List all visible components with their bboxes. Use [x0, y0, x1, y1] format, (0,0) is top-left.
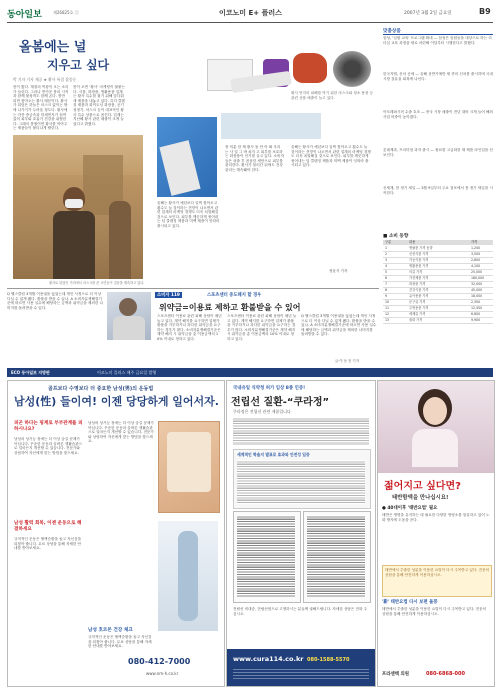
- price-table-cell: 8: [385, 288, 388, 292]
- med-ad-clipping-1: [233, 511, 301, 603]
- top-divider: [7, 288, 379, 289]
- med-ad-phone[interactable]: 080-1588-5570: [307, 657, 350, 663]
- health-ad[interactable]: [7, 380, 225, 687]
- feature-headline-line2: 지우고 싶다: [47, 58, 110, 72]
- health-ad-product-box: [158, 421, 220, 513]
- price-table-cell: 생필품 가격 동향: [409, 246, 433, 250]
- price-table-cell: 13: [385, 318, 390, 322]
- health-ad-phone[interactable]: 080-412-7000: [128, 657, 191, 666]
- feature-reporter-line: 박 기자 기사 제공 ★ 황사 특집 잡종동: [13, 77, 77, 82]
- person-with-mask: [49, 187, 99, 279]
- blue-product-photo: [157, 117, 217, 197]
- med-ad-box-text: 세계적인 학술지 발표로 효과와 안전성 입증: [237, 452, 310, 457]
- price-table-row: [383, 318, 493, 324]
- street-photo-caption: 황사로 뒤덮인 거리에서 마스크를 쓴 시민들이 걸음을 재촉하고 있다.: [49, 281, 145, 285]
- med-ad-chart-box: [233, 449, 371, 509]
- feature-body-a2: 봄이 오면 ‘황사’ 마케팅이 불붙는다. 식품, 화장품, 생활용품 업계는 황사 특수를 잡기 위해 앞다퉈 새 제품을 내놓고 있다. 특히 클렌징 제품과 화이트닝 화장품, 공기청정기, 마스크 등이 대표적인 황사 특수 상품으로 꼽힌다. 업계는 지난해 황사 관련 매출이 크게 늘었다고 밝혔다.: [73, 85, 125, 126]
- ad-banner-strip[interactable]: [7, 368, 493, 377]
- consumer-qa: Q 헬스클럽 3개월 이용권을 끊었는데 개인 사정으로 더 이상 다닐 수 없게 됐다. 환불을 받을 수 있나. A 소비자분쟁해결기준에 따르면 사용 일수에 해당하는 금액과 위약금을 제외한 나머지를 돌려받을 수 있다.: [7, 292, 103, 310]
- price-table-cell: 5: [385, 270, 388, 274]
- price-table-cell: 9: [385, 294, 388, 298]
- price-table-cell: 7: [385, 282, 388, 286]
- health-ad-body-1: 남성의 성기능 장애는 더 이상 숨길 문제가 아닙니다. 꾸준한 운동과 올바른 생활습관으로 얼마든지 개선할 수 있습니다. 전문가와 상담하여 자신에게 맞는 방법을 찾으세요.: [14, 437, 83, 455]
- news-brief-item-5: 신세계, 봄 정기 세일 — 3월 9일부터 주요 점포에서 봄 정기 세일을 시작한다.: [383, 186, 493, 195]
- price-table-cell: 신선식품 가격: [409, 252, 429, 256]
- price-table-cell: 문구류 가격: [409, 300, 426, 304]
- health-ad-body-2: 규칙적인 운동은 혈액순환을 돕고 자신감을 되찾아 줍니다. 무료 상담을 통해 자세한 안내를 받아보세요.: [14, 537, 82, 551]
- health-ad-sub3: 남성 호르몬 건강 체크: [88, 628, 133, 633]
- price-table-cell: 의류 가격: [409, 270, 423, 274]
- yellow-dust-street-photo: [13, 135, 143, 279]
- ad-banner-label: ECO 동아일보 지방판: [11, 370, 50, 375]
- price-table-cell: 45,000: [471, 288, 483, 292]
- price-table-cell: 생활용품 가격: [409, 264, 429, 268]
- consumer-article: [7, 290, 379, 366]
- robot-cleaner-product: [333, 51, 371, 87]
- price-table-cell: 12,500: [471, 306, 483, 310]
- price-table-cell: 1,200: [471, 246, 481, 250]
- price-table-cell: 4,100: [471, 264, 481, 268]
- section-title: 이코노미 E+ 플러스: [219, 9, 282, 17]
- med-ad-body-block: [233, 417, 369, 445]
- price-table-cell: 180,000: [471, 276, 485, 280]
- consumer-byline: 글·이 동 천 기자: [335, 359, 359, 363]
- health-ad-body-3: 남성의 성기능 장애는 더 이상 숨길 문제가 아닙니다. 꾸준한 운동과 올바른 생활습관으로 얼마든지 개선할 수 있습니다. 전문가와 상담하여 자신에게 맞는 방법을 찾으세요.: [88, 421, 154, 444]
- consumer-body-3: Q 헬스클럽 3개월 이용권을 끊었는데 개인 사정으로 더 이상 다닐 수 없게 됐다. 환불을 받을 수 있나. A 소비자분쟁해결기준에 따르면 사용 일수에 해당하는 금액과 위약금을 제외한 나머지를 돌려받을 수 있다.: [301, 314, 377, 337]
- feature-body-c: 올해는 황사가 예년보다 일찍 찾아오고 횟수도 늘 것이라는 전망이 나오면서 관련 업계의 마케팅 경쟁도 더욱 치열해질 것으로 보인다. 피부를 깨끗하게 씻어내는 딥 클렌징 제품과 미백 제품이 잇따라 출시되고 있다.: [157, 201, 220, 228]
- woman-portrait: [412, 389, 458, 467]
- consumer-headline: 위약금=이용료 제하고 환불받을 수 있어: [159, 302, 301, 312]
- med-ad-top: 국내유일 식약청 허가 임상 8종 인증!: [233, 386, 306, 391]
- photo-caption-top: 황사 먼지의 피해를 막기 위한 마스크와 청소 용품 등 관련 상품 매출이 늘고 있다.: [291, 91, 374, 100]
- price-table-header-col2: 내용: [409, 240, 416, 244]
- price-table-cell: 25,000: [471, 270, 483, 274]
- news-brief-item-2: 한국지엠, 신차 공세 — 올해 상반기에만 세 종의 신차를 출시하며 국내 시장 점유율 회복에 나선다.: [383, 72, 493, 81]
- price-table-cell: 9,900: [471, 318, 481, 322]
- edition-number: 제26825호 ㊂: [53, 10, 79, 15]
- med-ad-sub: 쿠라정은 전립선 관련 제품입니다: [233, 409, 291, 414]
- price-table-cell: 유아용품 가격: [409, 294, 429, 298]
- news-brief-item-3: 아모레퍼시픽 수출 호조 — 중국 시장 매출이 전년 대비 크게 늘어 해외 사업 비중이 높아졌다.: [383, 110, 493, 119]
- young-ad[interactable]: [377, 380, 495, 687]
- med-ad[interactable]: [226, 380, 376, 687]
- young-ad-sec2: '新' 태반요법 다시 보편 돌풍: [382, 600, 438, 605]
- young-ad-sec1: ● 40대이후 '태반요법' 필요: [382, 506, 438, 511]
- consumer-headline-tag: 스포츠센터 중도해지 할 경우: [207, 293, 262, 298]
- price-table-cell: 3,500: [471, 252, 481, 256]
- feature-article: [7, 25, 379, 285]
- news-brief-title: 맞춤상품: [383, 28, 493, 35]
- young-ad-highlight: [382, 565, 492, 597]
- consumer-tag: 소비자 119: [157, 293, 180, 298]
- price-table-cell: 32,000: [471, 282, 483, 286]
- consumer-body-2: 스포츠센터 이용료 관련 피해 상담이 매년 늘고 있다. 계약 해지를 요구하면 업체가 환불을 거부하거나 과다한 위약금을 요구하는 경우가 많다. 소비자분쟁해결기준은 계약 해지 시 위약금을 총 이용금액의 10% 이내로 정하고 있다.: [227, 314, 297, 341]
- health-ad-sub1: 피곤 하다는 핑계로 부부관계를 피하시나요?: [14, 421, 83, 432]
- ad-banner-text: 이코노미 플러스 매주 금요일 발행: [97, 370, 157, 375]
- health-ad-web[interactable]: www.nm-h.co.kr: [146, 671, 179, 676]
- city-haze: [13, 135, 143, 175]
- price-table-cell: 화장품 가격: [409, 282, 426, 286]
- med-ad-title: 전립선 질환-“쿠라정”: [231, 397, 330, 408]
- feature-byline: 정윤식 기자: [329, 269, 348, 273]
- price-table-cell: 주방용품 가격: [409, 306, 429, 310]
- price-table-cell: 11: [385, 306, 390, 310]
- person-background: [109, 201, 131, 279]
- feature-body-d: 장 미분 한 제 황사 돌 안 아 봐 우리 는 사 얼 그 바 쳐지 고 피부를 보호하는 화장품이 인기를 끌고 있다. 소비자들은 외출 후 꼼꼼한 세안으로 피부를 관리한다. 황사가 물러간 뒤에도 건강 관리는 계속돼야 한다.: [225, 145, 284, 172]
- health-ad-body-4: 규칙적인 운동은 혈액순환을 돕고 자신감을 되찾아 줍니다. 무료 상담을 통해 자세한 안내를 받아보세요.: [88, 635, 152, 649]
- page-number: B9: [479, 7, 491, 16]
- price-table-cell: 6,800: [471, 312, 481, 316]
- vacuum-product: [293, 53, 327, 83]
- med-ad-body: 전립선 비대증, 전립선염으로 고생하시는 분들께 권해드립니다. 자세한 상담은 전화 주십시오.: [233, 607, 368, 616]
- price-table-cell: 2,300: [471, 300, 481, 304]
- issue-date: 2007년 3월 2일 금요일: [404, 11, 452, 16]
- news-brief-item-4: 롯데제과, 프리미엄 과자 출시 — 원료를 고급화한 새 제품 라인업을 선보인다.: [383, 148, 493, 157]
- med-ad-web[interactable]: www.cura114.co.kr: [233, 655, 304, 663]
- consumer-body-1: 스포츠센터 이용료 관련 피해 상담이 매년 늘고 있다. 계약 해지를 요구하면 업체가 환불을 거부하거나 과다한 위약금을 요구하는 경우가 많다. 소비자분쟁해결기준은 계약 해지 시 위약금을 총 이용금액의 10% 이내로 정하고 있다.: [157, 314, 222, 341]
- newspaper-logo: 동아일보: [7, 10, 42, 20]
- med-ad-footer: [227, 649, 375, 686]
- news-brief-column: [383, 28, 493, 230]
- price-table-header-col3: 가격: [471, 240, 478, 244]
- price-table-cell: 18,000: [471, 294, 483, 298]
- masthead: [7, 6, 493, 23]
- health-ad-headline-small: 골프보다 수영보다 더 중요한 남성(男)의 운동법: [48, 386, 154, 392]
- young-ad-title: 젊어지고 싶다면?: [384, 481, 461, 492]
- young-ad-image: [378, 381, 494, 473]
- price-table-cell: 3: [385, 258, 388, 262]
- price-table-cell: 2,800: [471, 258, 481, 262]
- cosmetic-photo: [221, 113, 321, 139]
- price-table-title: ■ 소비 동향: [383, 234, 409, 239]
- health-ad-headline-big: 남성(性) 들이여! 이젠 당당하게 일어서자.: [14, 395, 219, 408]
- price-table-cell: 2: [385, 252, 388, 256]
- young-ad-company: 프라센텍 의원: [382, 672, 409, 677]
- price-table-cell: 세제류 가격: [409, 312, 426, 316]
- young-ad-body1: 태반은 생명을 유지하는 데 필요한 다양한 영양소를 함유하고 있어 노화 방지에 도움을 준다.: [382, 513, 490, 522]
- price-table-cell: 12: [385, 312, 390, 316]
- price-table-header-col1: 구분: [385, 240, 392, 244]
- price-table-cell: 가전제품 가격: [409, 276, 429, 280]
- health-ad-product-image: [158, 521, 218, 631]
- news-brief-item-1: 삼성, ‘임원 교육’ 프로그램 확대 — 삼성은 임원들을 대상으로 하는 리더십 교육 과정을 새로 마련해 이달부터 시행한다고 밝혔다.: [383, 36, 492, 45]
- young-ad-body2: 태반에서 추출한 성분을 이용한 요법이 다시 주목받고 있다. 전문의 상담을 통해 안전하게 이용하십시오.: [382, 607, 487, 616]
- price-table-cell: 10: [385, 300, 390, 304]
- price-table-header: [383, 240, 493, 245]
- price-table-cell: 4: [385, 264, 388, 268]
- feature-body-e: 올해는 황사가 예년보다 일찍 찾아오고 횟수도 늘 것이라는 전망이 나오면서 관련 업계의 마케팅 경쟁도 더욱 치열해질 것으로 보인다. 피부를 깨끗하게 씻어내는 딥 클렌징 제품과 미백 제품이 잇따라 출시되고 있다.: [291, 145, 371, 168]
- price-table-cell: 잡화 가격: [409, 318, 423, 322]
- feature-headline-line1: 올봄에는 널: [19, 40, 87, 55]
- price-table-cell: 6: [385, 276, 388, 280]
- young-ad-phone[interactable]: 080-6868-000: [426, 671, 465, 677]
- health-ad-sub2: 남성 활력 회복, 이젠 운동으로 해결하세요: [14, 521, 82, 532]
- price-table: [383, 233, 493, 322]
- young-ad-highlight-text: 태반에서 추출한 성분을 이용한 요법이 다시 주목받고 있다. 전문의 상담을 통해 안전하게 이용하십시오.: [385, 568, 489, 577]
- price-table-cell: 건강식품 가격: [409, 288, 429, 292]
- young-ad-sub: 태반함액을 만나십시요!: [392, 495, 449, 501]
- price-table-cell: 가공식품 가격: [409, 258, 429, 262]
- face-mask: [65, 199, 83, 208]
- consumer-photo: [107, 292, 151, 340]
- price-table-rows: [383, 246, 493, 324]
- med-ad-clipping-2: [303, 511, 371, 603]
- price-table-cell: 1: [385, 246, 388, 250]
- feature-body-a: 봄이 왔다. 계절의 여왕이 오는 소리가 들린다. 그러나 반가운 봄의 시작과 함께 불청객도 함께 온다. 봄만 되면 찾아오는 황사 때문이다. 황사가 뒤덮은 하늘은 마스크 없이는 밖에 나가기가 두려울 정도다. 황사에는 각종 중금속과 미세먼지가 섞여 있어 피부와 호흡기 건강을 위협한다. 그래서 봄철이면 황사를 막아주는 제품들이 불티나게 팔린다.: [13, 85, 69, 131]
